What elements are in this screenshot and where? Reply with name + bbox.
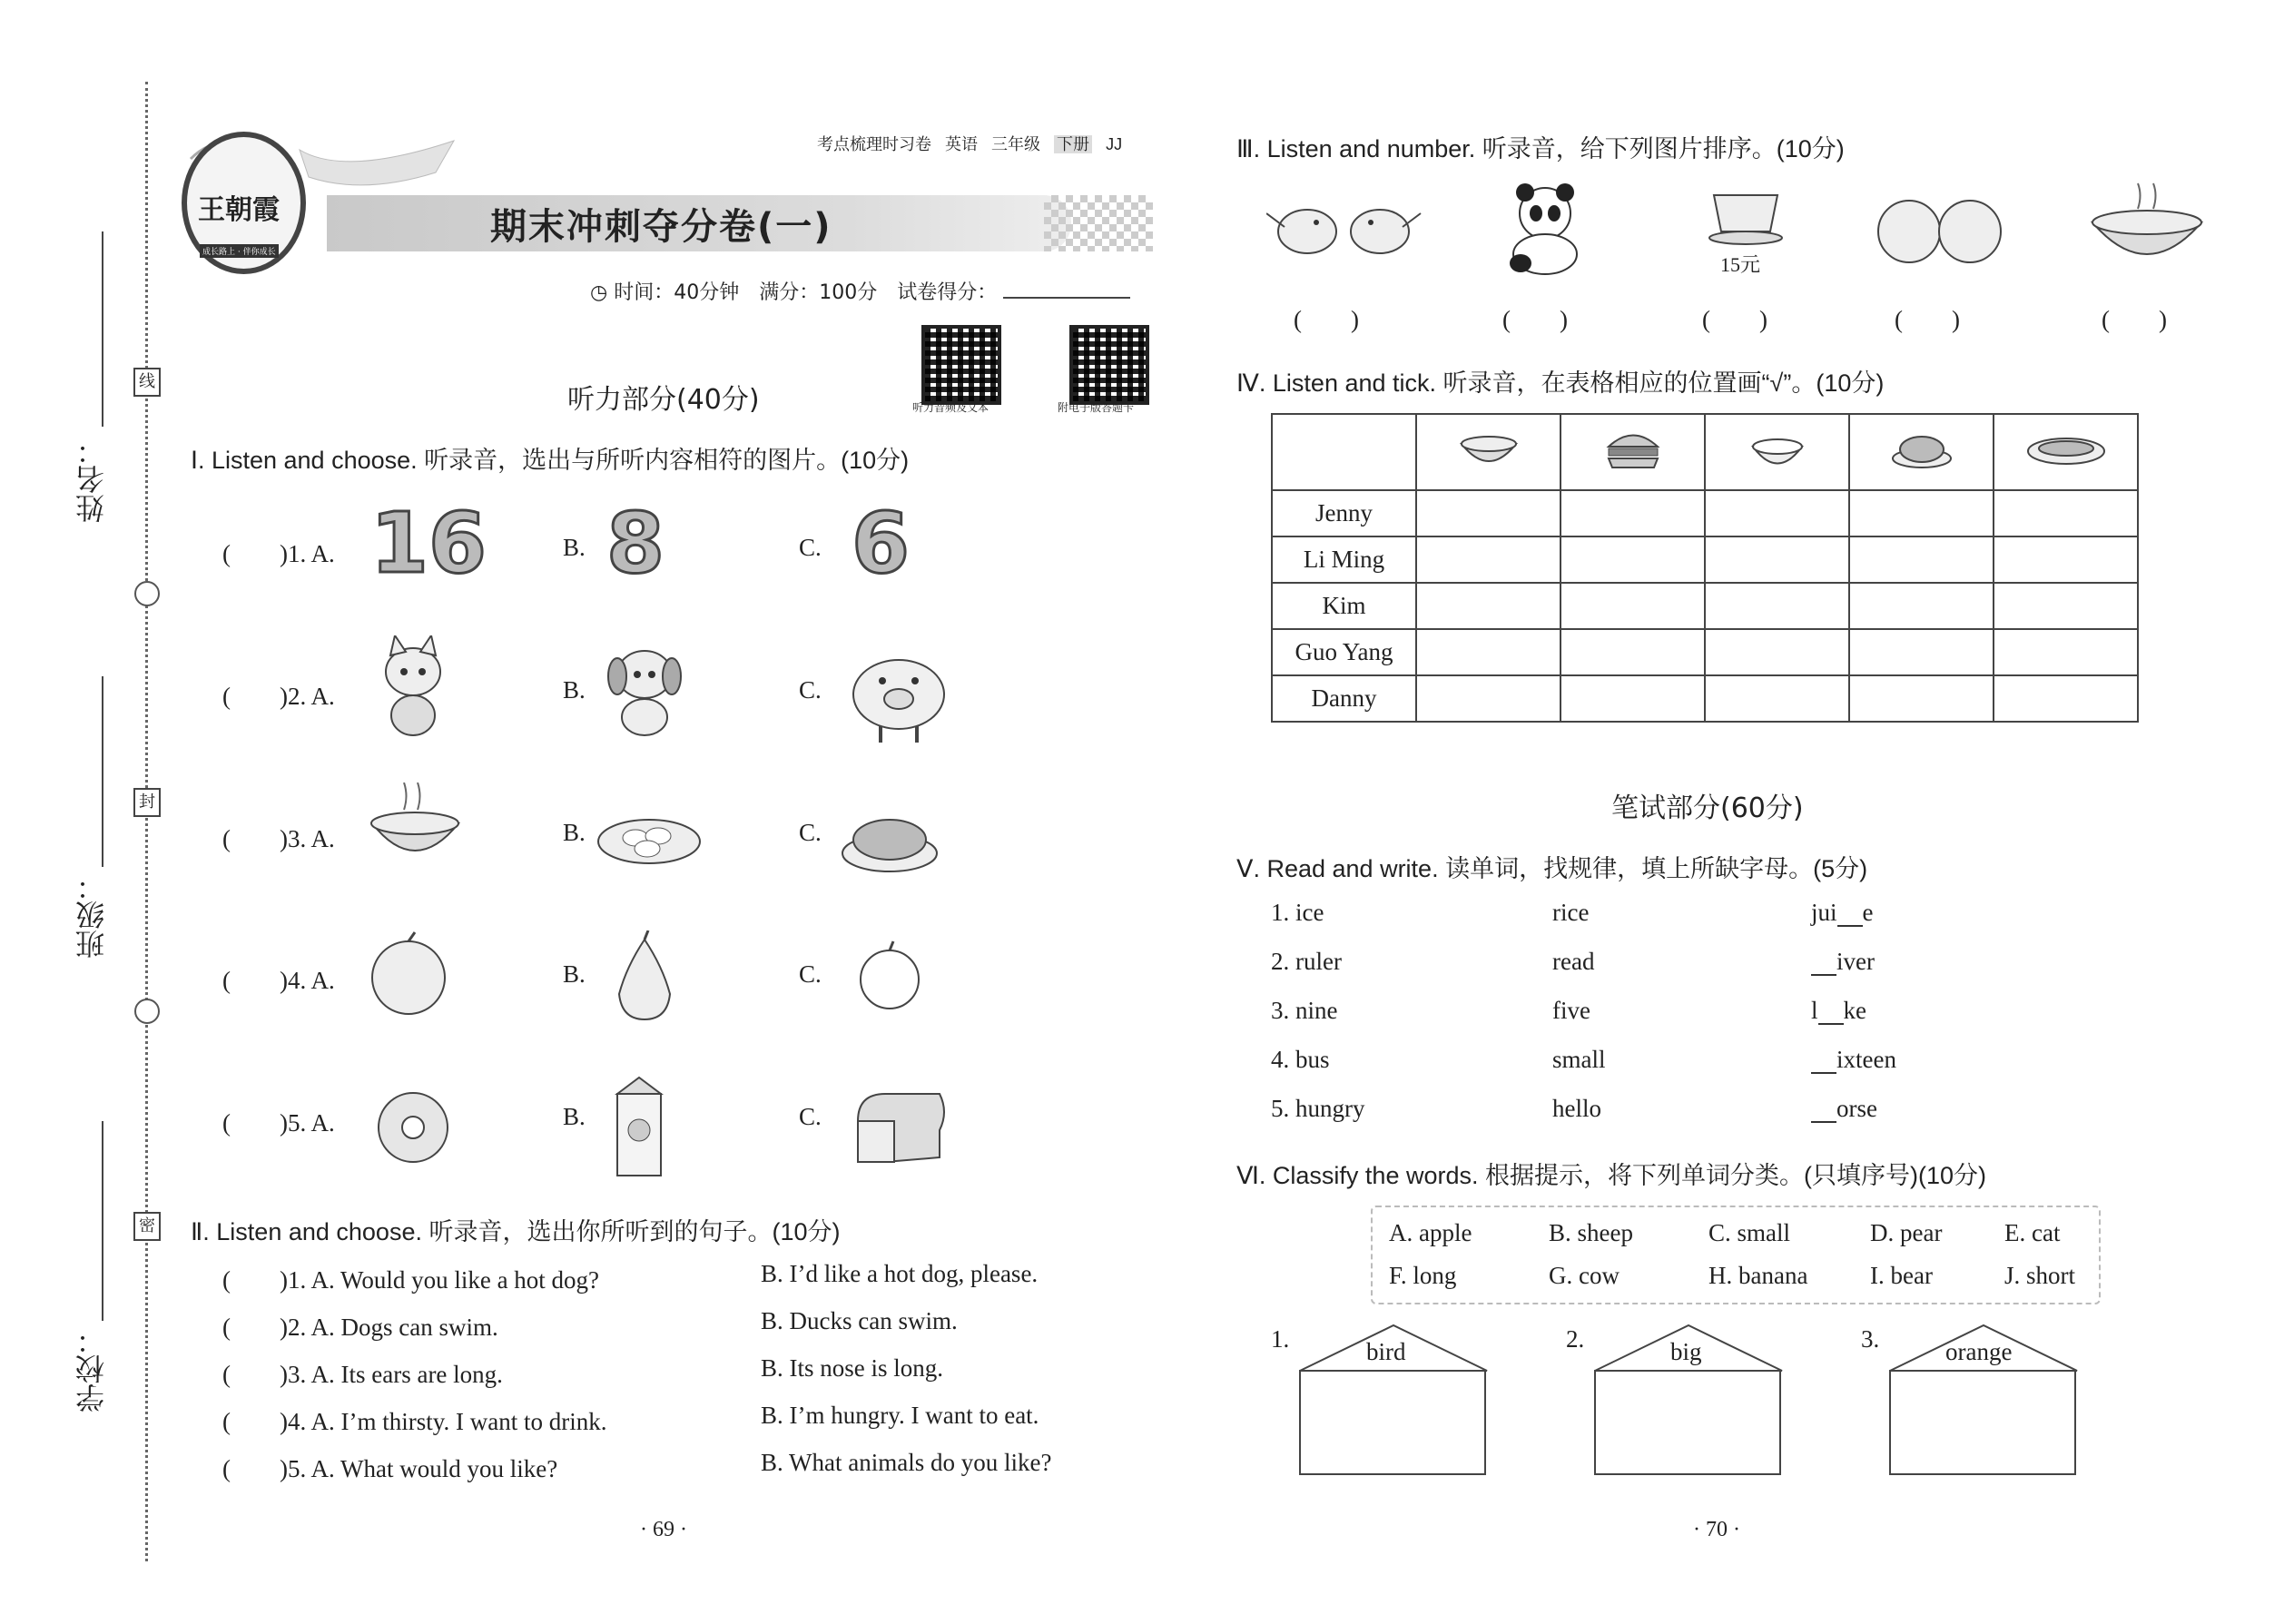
missing-letter-blank[interactable] (1837, 901, 1863, 927)
house-1-num: 1. (1271, 1325, 1290, 1353)
q5-row-1-word2: rice (1552, 899, 1590, 926)
q2-row-5-b: B. What animals do you like? (761, 1449, 1052, 1476)
q5-row-3-word2: five (1552, 997, 1590, 1024)
q5-row-4-word3 (1811, 1046, 1896, 1074)
q5-row-5-word3 (1811, 1095, 1877, 1123)
q1-heading: Ⅰ. Listen and choose. 听录音，选出与所听内容相符的图片。(10分) (191, 447, 910, 474)
missing-letter-blank[interactable] (1811, 1048, 1836, 1074)
tick-table-corner (1272, 414, 1416, 490)
seal-mark-line: 线 (133, 368, 161, 397)
seal-mark-close: 密 (133, 1212, 161, 1241)
birds-image (1266, 191, 1425, 272)
tick-row (1272, 629, 2138, 675)
q5-num: 5. (1271, 1095, 1290, 1122)
q5-row-5 (1271, 1095, 1365, 1123)
q5-num: 4. (1271, 1046, 1290, 1073)
tick-cell[interactable] (1705, 675, 1849, 722)
house-3-answer-area[interactable] (1893, 1375, 2072, 1473)
tick-cell[interactable] (1994, 536, 2138, 583)
q5-fragment: iver (1836, 948, 1875, 975)
series-name: 考点梳理时习卷 (817, 135, 931, 153)
class-label: 班级： (74, 871, 109, 959)
clock-icon: ◷ (590, 281, 608, 304)
tick-row (1272, 583, 2138, 629)
qr-caption-answer-sheet: 附电子版答题卡 (1058, 401, 1135, 414)
donut-image (372, 1089, 454, 1166)
school-label: 学校： (74, 1325, 109, 1412)
q1-row-5 (222, 1103, 335, 1138)
score-field[interactable] (1003, 297, 1130, 299)
qr-code-audio[interactable] (921, 325, 1001, 405)
tick-cell[interactable] (1994, 583, 2138, 629)
tick-row-name: Kim (1272, 583, 1416, 629)
tick-cell[interactable] (1561, 536, 1705, 583)
header-fish-icon (1994, 414, 2138, 490)
q5-fragment: ke (1843, 997, 1866, 1024)
tick-cell[interactable] (1994, 490, 2138, 536)
tick-table (1271, 413, 2139, 723)
q5-fragment: e (1862, 899, 1874, 926)
q5-fragment: ixteen (1836, 1046, 1896, 1073)
tick-cell[interactable] (1994, 629, 2138, 675)
dumplings-plate-image (595, 812, 704, 867)
tick-cell[interactable] (1416, 583, 1561, 629)
q2-row-2-a: 2. A. Dogs can swim. (287, 1314, 498, 1341)
q5-row-4 (1271, 1046, 1330, 1074)
cat-image (368, 635, 458, 740)
q6-heading: Ⅵ. Classify the words. 根据提示，将下列单词分类。(只填序号)(10分) (1236, 1162, 1986, 1189)
q1-row-5-num: 5. A. (287, 1109, 335, 1137)
tick-cell[interactable] (1849, 536, 1994, 583)
q1-row-1 (222, 534, 335, 569)
tick-cell[interactable] (1561, 675, 1705, 722)
apple-image (853, 940, 926, 1012)
word-option: G. cow (1549, 1262, 1620, 1289)
q2-row-5-a: 5. A. What would you like? (287, 1455, 558, 1482)
qr-caption-audio: 听力音频及文本 (912, 401, 989, 414)
missing-letter-blank[interactable] (1818, 999, 1844, 1025)
brand-slogan: 成长路上 · 伴你成长 (200, 244, 279, 258)
number-6-image: 6 (852, 495, 911, 592)
edition: JJ (1106, 135, 1123, 153)
q1-row-4 (222, 960, 335, 996)
q5-num: 2. (1271, 948, 1290, 975)
q2-heading: Ⅱ. Listen and choose. 听录音，选出你所听到的句子。(10分) (191, 1218, 841, 1245)
q2-row-1 (222, 1260, 599, 1295)
q5-row-4-word2: small (1552, 1046, 1606, 1073)
name-field[interactable] (102, 231, 103, 427)
class-field[interactable] (102, 676, 103, 867)
q5-word: nine (1295, 997, 1338, 1024)
q4-heading: Ⅳ. Listen and tick. 听录音，在表格相应的位置画“√”。(10分) (1236, 369, 1885, 397)
listening-section-title: 听力部分(40分) (567, 384, 760, 416)
q5-row-3-word3 (1811, 997, 1866, 1025)
missing-letter-blank[interactable] (1811, 1097, 1836, 1123)
tick-row (1272, 490, 2138, 536)
q5-fragment: orse (1836, 1095, 1877, 1122)
tick-cell[interactable] (1561, 583, 1705, 629)
q3-answer-1[interactable]: ( ) (1294, 306, 1359, 333)
brand-name: 王朝霞 (198, 194, 280, 226)
q5-row-2-word2: read (1552, 948, 1595, 975)
q5-num: 3. (1271, 997, 1290, 1024)
word-option: D. pear (1870, 1219, 1943, 1246)
q1-row-1-b: B. (563, 534, 586, 561)
q2-row-4 (222, 1402, 606, 1437)
page-number-left: · 69 · (640, 1518, 687, 1541)
tick-cell[interactable] (1849, 490, 1994, 536)
pig-image (844, 645, 953, 744)
q5-row-2-word3 (1811, 948, 1875, 976)
q1-row-4-c: C. (799, 960, 822, 988)
tick-cell[interactable] (1416, 536, 1561, 583)
answer-paren[interactable]: ( ) (222, 1361, 288, 1388)
q2-row-2-b: B. Ducks can swim. (761, 1307, 958, 1334)
q5-fragment: jui (1811, 899, 1837, 926)
number-16-image: 16 (370, 495, 487, 592)
q5-word: hungry (1295, 1095, 1365, 1122)
tick-cell[interactable] (1705, 490, 1849, 536)
q1-row-5-b: B. (563, 1103, 586, 1130)
q5-fragment: l (1811, 997, 1818, 1024)
tick-cell[interactable] (1994, 675, 2138, 722)
q5-row-5-word2: hello (1552, 1095, 1601, 1122)
answer-paren[interactable]: ( ) (222, 967, 288, 994)
q1-row-2 (222, 676, 335, 712)
q2-row-3-a: 3. A. Its ears are long. (287, 1361, 503, 1388)
page-number-right: · 70 · (1693, 1518, 1740, 1541)
answer-paren[interactable]: ( ) (222, 1109, 288, 1137)
q1-row-4-b: B. (563, 960, 586, 988)
house-2-num: 2. (1566, 1325, 1585, 1353)
q2-row-3-b: B. Its nose is long. (761, 1354, 944, 1382)
pear-image (608, 930, 681, 1021)
panda-image (1498, 182, 1593, 277)
orange-image (368, 930, 449, 1017)
tick-row-name: Jenny (1272, 490, 1416, 536)
tick-row-name: Guo Yang (1272, 629, 1416, 675)
writing-section-title: 笔试部分(60分) (1611, 792, 1804, 824)
tea-cup-image (1705, 182, 1787, 245)
qr-code-answer-sheet[interactable] (1069, 325, 1149, 405)
q3-answer-4[interactable]: ( ) (1895, 306, 1960, 333)
q3-answer-5[interactable]: ( ) (2102, 306, 2167, 333)
word-option: J. short (2004, 1262, 2076, 1289)
answer-paren[interactable]: ( ) (222, 1455, 288, 1482)
word-option: H. banana (1708, 1262, 1808, 1289)
hole-dot-icon (134, 581, 160, 606)
answer-paren[interactable]: ( ) (222, 825, 288, 852)
header-hamburger-icon (1561, 414, 1705, 490)
house-1-label: bird (1366, 1338, 1406, 1365)
house-2-label: big (1670, 1338, 1702, 1365)
header-noodles-icon (1416, 414, 1561, 490)
q5-word: ice (1295, 899, 1324, 926)
q5-word: bus (1295, 1046, 1330, 1073)
series-header (817, 132, 1122, 155)
exam-meta (590, 277, 1130, 305)
tick-cell[interactable] (1849, 629, 1994, 675)
tick-cell[interactable] (1416, 629, 1561, 675)
tick-cell[interactable] (1705, 583, 1849, 629)
word-option: I. bear (1870, 1262, 1933, 1289)
q1-row-4-num: 4. A. (287, 967, 335, 994)
word-option: F. long (1389, 1262, 1457, 1289)
q5-row-1-word3 (1811, 899, 1874, 927)
answer-paren[interactable]: ( ) (222, 540, 288, 567)
number-8-image: 8 (606, 495, 665, 592)
q5-row-2 (1271, 948, 1342, 976)
q5-row-1 (1271, 899, 1324, 927)
tick-cell[interactable] (1705, 629, 1849, 675)
title-checker-pattern (1044, 195, 1153, 251)
answer-paren[interactable]: ( ) (222, 1408, 288, 1435)
answer-paren[interactable]: ( ) (222, 683, 288, 710)
word-option: B. sheep (1549, 1219, 1633, 1246)
house-2-answer-area[interactable] (1598, 1375, 1777, 1473)
q5-heading: Ⅴ. Read and write. 读单词，找规律，填上所缺字母。(5分) (1236, 855, 1868, 882)
tick-cell[interactable] (1416, 675, 1561, 722)
q5-word: ruler (1295, 948, 1342, 975)
word-option: E. cat (2004, 1219, 2061, 1246)
q1-row-3 (222, 819, 335, 854)
answer-paren[interactable]: ( ) (222, 1266, 288, 1294)
q2-row-1-b: B. I’d like a hot dog, please. (761, 1260, 1039, 1287)
roast-chicken-image (840, 803, 940, 876)
tea-price-label: 15元 (1720, 253, 1761, 276)
q5-num: 1. (1271, 899, 1290, 926)
tick-row (1272, 536, 2138, 583)
q3-heading: Ⅲ. Listen and number. 听录音，给下列图片排序。(10分) (1236, 135, 1845, 162)
name-label: 姓名： (74, 436, 109, 523)
q2-row-2 (222, 1307, 498, 1343)
grade: 三年级 (991, 135, 1041, 153)
q2-row-4-a: 4. A. I’m thirsty. I want to drink. (287, 1408, 607, 1435)
milk-carton-image (613, 1076, 667, 1180)
tick-cell[interactable] (1705, 536, 1849, 583)
q1-row-3-b: B. (563, 819, 586, 846)
tick-cell[interactable] (1416, 490, 1561, 536)
q2-row-1-a: 1. A. Would you like a hot dog? (287, 1266, 600, 1294)
header-rice-icon (1705, 414, 1849, 490)
tick-row (1272, 675, 2138, 722)
q1-row-3-num: 3. A. (287, 825, 335, 852)
dog-image (599, 640, 690, 740)
q1-row-2-b: B. (563, 676, 586, 704)
tick-row-name: Danny (1272, 675, 1416, 722)
noodle-bowl-image (368, 782, 463, 873)
word-option: A. apple (1389, 1219, 1472, 1246)
tick-cell[interactable] (1849, 675, 1994, 722)
missing-letter-blank[interactable] (1811, 950, 1836, 976)
bread-image (849, 1085, 953, 1166)
seal-mark-seal: 封 (133, 788, 161, 817)
tick-cell[interactable] (1561, 629, 1705, 675)
q2-row-5 (222, 1449, 557, 1484)
volume: 下册 (1054, 135, 1092, 153)
exam-meta-text: 时间：40分钟 满分：100分 试卷得分： (614, 281, 998, 304)
q1-row-3-c: C. (799, 819, 822, 846)
house-3-label: orange (1945, 1338, 2013, 1365)
house-1-answer-area[interactable] (1303, 1375, 1482, 1473)
word-option: C. small (1708, 1219, 1791, 1246)
answer-paren[interactable]: ( ) (222, 1314, 288, 1341)
q1-row-1-num: 1. A. (287, 540, 335, 567)
q1-row-2-c: C. (799, 676, 822, 704)
q2-row-3 (222, 1354, 503, 1390)
tick-row-name: Li Ming (1272, 536, 1416, 583)
tick-cell[interactable] (1561, 490, 1705, 536)
house-3-num: 3. (1861, 1325, 1880, 1353)
brand-logo (182, 132, 306, 274)
q1-row-1-c: C. (799, 534, 822, 561)
school-field[interactable] (102, 1121, 103, 1321)
oranges-image (1875, 191, 2006, 268)
q1-row-2-num: 2. A. (287, 683, 335, 710)
page-title: 期末冲刺夺分卷(一) (490, 206, 832, 248)
q1-row-5-c: C. (799, 1103, 822, 1130)
hole-dot-icon (134, 999, 160, 1024)
soup-bowl-image (2088, 182, 2206, 272)
q3-answer-2[interactable]: ( ) (1502, 306, 1568, 333)
q3-answer-3[interactable]: ( ) (1702, 306, 1767, 333)
header-chicken-icon (1849, 414, 1994, 490)
q5-row-3 (1271, 997, 1338, 1025)
q2-row-4-b: B. I’m hungry. I want to eat. (761, 1402, 1039, 1429)
tick-cell[interactable] (1849, 583, 1994, 629)
binding-dotted-line (145, 82, 148, 1561)
subject: 英语 (945, 135, 979, 153)
